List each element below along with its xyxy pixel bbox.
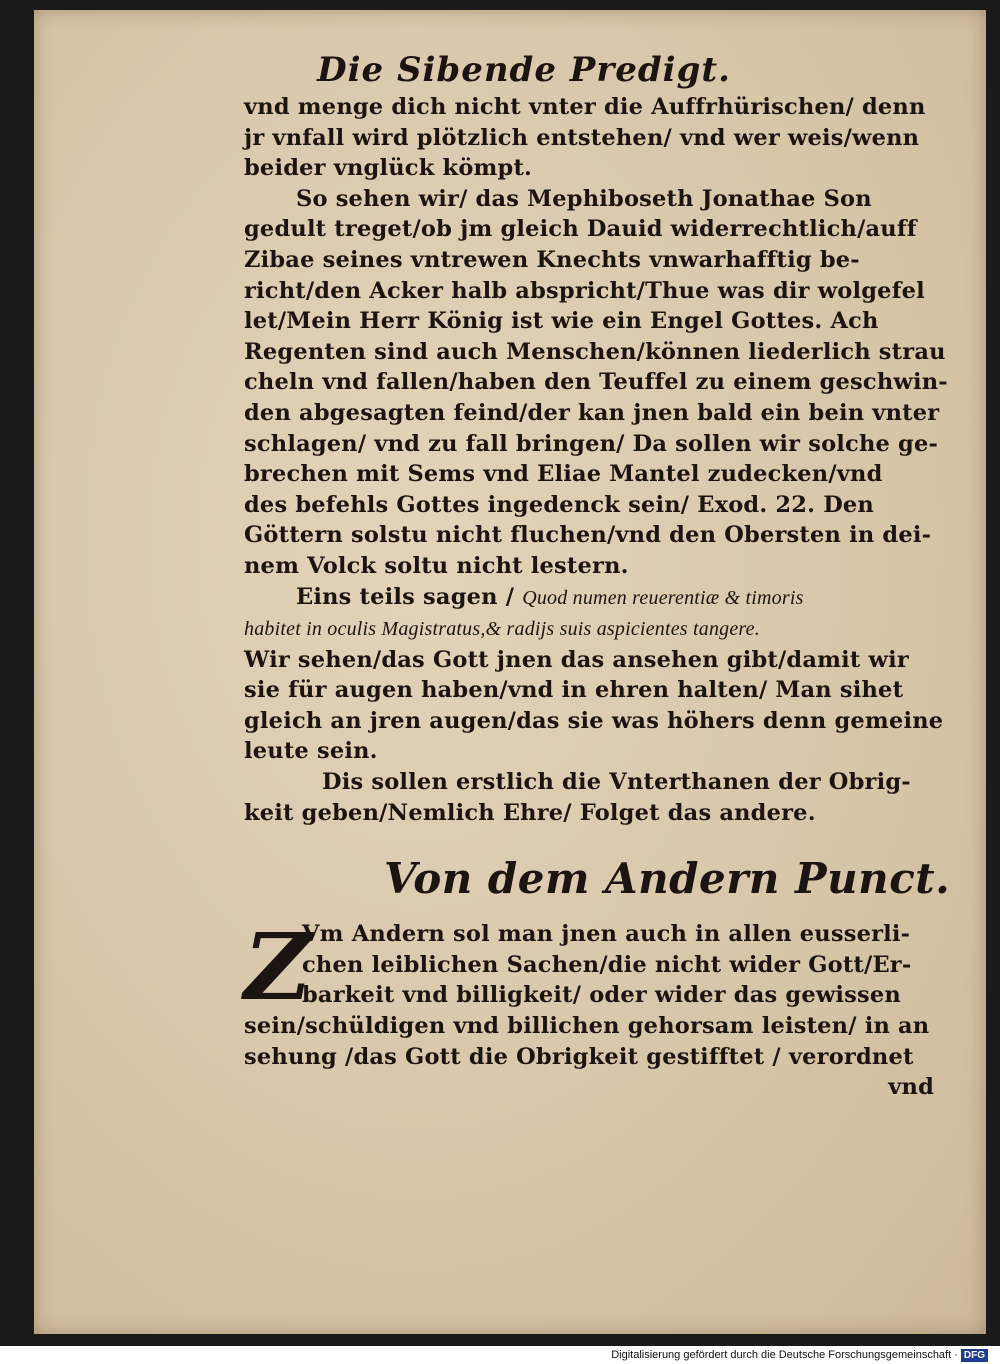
latin-quote: habitet in oculis Magistratus,& radijs suis aspicientes tangere. xyxy=(244,618,760,641)
text-line: Dis sollen erstlich die Vnterthanen der Obrig- xyxy=(322,769,911,796)
text-line: richt/den Acker halb abspricht/Thue was dir wolgefel xyxy=(244,277,925,304)
dfg-logo-icon: DFG xyxy=(961,1349,988,1362)
funding-footer xyxy=(611,1349,988,1362)
text-line: gedult treget/ob jm gleich Dauid widerrechtlich/auff xyxy=(244,216,917,243)
text-line: let/Mein Herr König ist wie ein Engel Gottes. Ach xyxy=(244,308,879,335)
text-line: jr vnfall wird plötzlich entstehen/ vnd wer weis/wenn xyxy=(244,124,920,151)
text-line: vnd menge dich nicht vnter die Auffrhürischen/ denn xyxy=(244,94,926,120)
latin-quote: Quod numen reuerentiæ & timoris xyxy=(522,586,804,609)
text-line: Zibae seines vntrewen Knechts vnwarhafftig be- xyxy=(244,246,860,273)
text-line: sein/schüldigen vnd billichen gehorsam leisten/ in an xyxy=(244,1013,930,1040)
text-line xyxy=(244,613,964,645)
text-line: schlagen/ vnd zu fall bringen/ Da sollen wir solche ge- xyxy=(244,430,939,457)
running-head: Die Sibende Predigt. xyxy=(317,50,731,90)
text-line: nem Volck soltu nicht lestern. xyxy=(244,552,629,579)
drop-cap: Z xyxy=(244,913,312,1022)
text-line: sie für augen haben/vnd in ehren halten/ Man sihet xyxy=(244,677,904,704)
catchword: vnd xyxy=(888,1074,934,1101)
page-text xyxy=(244,50,964,1103)
text-line: gleich an jren augen/das sie was höhers denn gemeine xyxy=(244,707,944,734)
text-line: Wir sehen/das Gott jnen das ansehen gibt/damit wir xyxy=(244,646,909,673)
german-lead: Eins teils sagen / xyxy=(296,583,515,610)
initial-paragraph xyxy=(244,913,964,1103)
section-heading: Von dem Andern Punct. xyxy=(384,854,951,904)
text-line: sehung /das Gott die Obrigkeit gestifftet / verordnet xyxy=(244,1043,914,1070)
text-line: brechen mit Sems vnd Eliae Mantel zudecken/vnd xyxy=(244,461,883,488)
text-line: beider vnglück kömpt. xyxy=(244,155,533,182)
text-line: chen leiblichen Sachen/die nicht wider Gott/Er- xyxy=(302,951,912,978)
text-line: leute sein. xyxy=(244,738,378,765)
text-line: des befehls Gottes ingedenck sein/ Exod. 22. Den xyxy=(244,491,874,518)
text-line-mixed xyxy=(244,582,964,614)
text-line: Vm Andern sol man jnen auch in allen eusserli- xyxy=(302,921,911,948)
text-line: keit geben/Nemlich Ehre/ Folget das andere. xyxy=(244,799,816,826)
text-line: So sehen wir/ das Mephiboseth Jonathae Son xyxy=(296,185,872,212)
text-line: Göttern solstu nicht fluchen/vnd den Obersten in dei- xyxy=(244,522,932,549)
footer-text: Digitalisierung gefördert durch die Deutsche Forschungsgemeinschaft · xyxy=(611,1349,958,1361)
text-line: cheln vnd fallen/haben den Teuffel zu einem geschwin- xyxy=(244,369,948,396)
text-line: Regenten sind auch Menschen/können liederlich strau xyxy=(244,338,946,365)
text-line: barkeit vnd billigkeit/ oder wider das gewissen xyxy=(302,982,901,1009)
text-line: den abgesagten feind/der kan jnen bald ein bein vnter xyxy=(244,399,940,426)
